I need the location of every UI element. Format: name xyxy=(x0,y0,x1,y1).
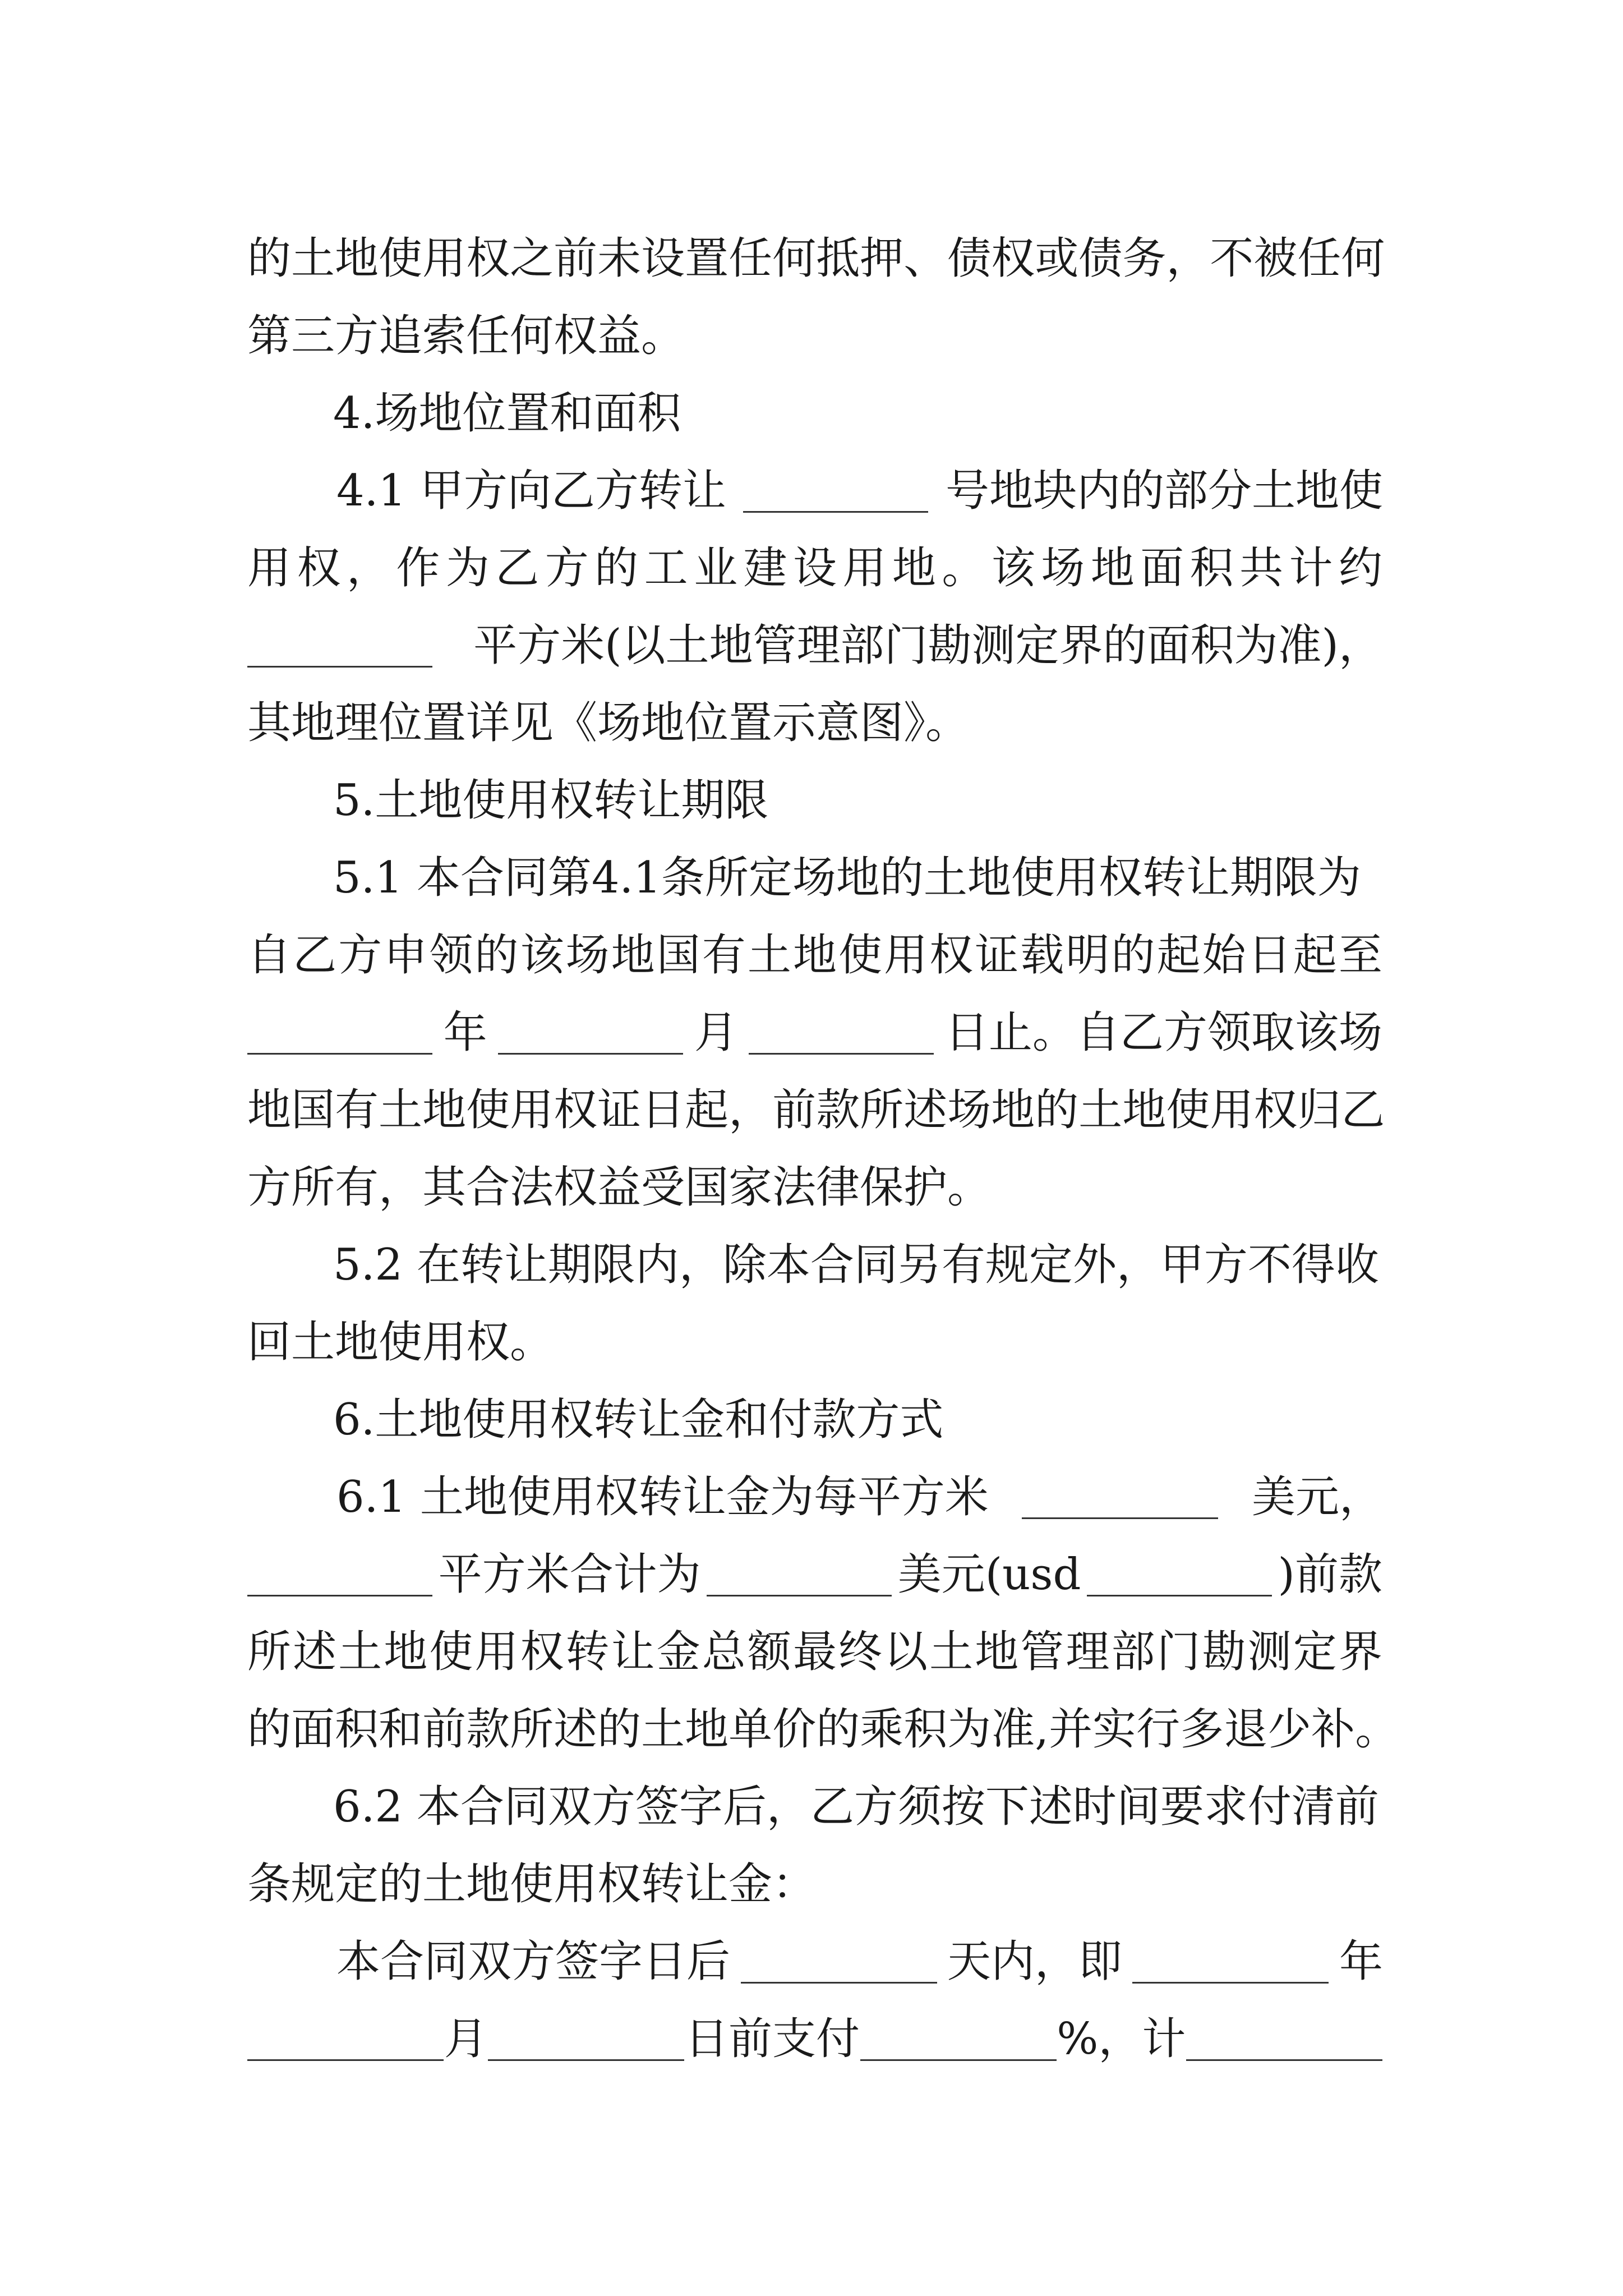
char: 并 xyxy=(1049,1704,1093,1755)
char: 载 xyxy=(1020,930,1064,981)
char: 场 xyxy=(1041,543,1085,593)
text-line xyxy=(247,899,1382,981)
char: 之 xyxy=(510,233,554,284)
char: 金 xyxy=(656,1627,700,1677)
char: 测 xyxy=(1247,1627,1292,1677)
char: 的 xyxy=(1035,1085,1079,1135)
char: 使 xyxy=(429,1627,473,1677)
section-heading-4 xyxy=(333,357,1468,439)
text-line xyxy=(247,1982,1382,2064)
char: 理 xyxy=(1066,1627,1110,1677)
char: , xyxy=(1035,1704,1049,1755)
char: 。 xyxy=(942,543,986,593)
paragraph-text: 其地理位置详见《场地位置示意图》。 xyxy=(247,698,970,748)
char: 乙 xyxy=(293,930,337,981)
paragraph-text: 日止。自乙方领取该场 xyxy=(944,1007,1382,1058)
char: 设 xyxy=(792,543,837,593)
char: 价 xyxy=(772,1704,817,1755)
text-line xyxy=(247,1828,1382,1910)
paragraph-text: 年 xyxy=(443,1007,487,1058)
char: 权 xyxy=(1253,1085,1298,1135)
paragraph-text: 5.2 在转让期限内，除本合同另有规定外，甲方不得收 xyxy=(333,1240,1379,1290)
text-line xyxy=(247,589,1382,671)
section-heading-5 xyxy=(333,744,1468,826)
text-line xyxy=(247,279,1382,361)
char: 面 xyxy=(291,1704,335,1755)
char: 多 xyxy=(1180,1704,1224,1755)
heading-text: 4.场地位置和面积 xyxy=(333,388,681,439)
char: 的 xyxy=(247,233,292,284)
char: 乘 xyxy=(860,1704,904,1755)
text-line xyxy=(247,1131,1382,1213)
char: 积 xyxy=(903,1704,948,1755)
paragraph-text: 月 xyxy=(444,2014,488,2064)
char: 自 xyxy=(247,930,292,981)
paragraph-text: 平方米(以土地管理部门勘测定界的面积为准)， xyxy=(473,620,1382,671)
text-line xyxy=(336,434,1383,516)
section-heading-6 xyxy=(333,1363,1468,1445)
char: 土 xyxy=(929,1627,974,1677)
char: ， xyxy=(728,1085,773,1135)
char: 作 xyxy=(396,543,440,593)
char: 押 xyxy=(860,233,904,284)
char: 证 xyxy=(597,1085,642,1135)
char: 土 xyxy=(747,930,791,981)
char: 积 xyxy=(1189,543,1234,593)
char: 乙 xyxy=(495,543,540,593)
char: 地 xyxy=(991,1085,1035,1135)
char: 何 xyxy=(1341,233,1385,284)
char: 管 xyxy=(1020,1627,1064,1677)
char: 的 xyxy=(594,543,639,593)
paragraph-text: 本合同双方签字日后 xyxy=(336,1936,731,1987)
char: 、 xyxy=(903,233,948,284)
char: 有 xyxy=(702,930,746,981)
paragraph-text: )前款 xyxy=(1278,1549,1382,1600)
text-line xyxy=(247,1286,1382,1368)
char: 前 xyxy=(422,1704,467,1755)
char: 何 xyxy=(772,233,817,284)
char: 起 xyxy=(685,1085,729,1135)
char: 前 xyxy=(772,1085,817,1135)
char: 任 xyxy=(728,233,773,284)
char: 述 xyxy=(554,1704,598,1755)
char: 为 xyxy=(445,543,490,593)
char: 权 xyxy=(297,543,341,593)
char: 地 xyxy=(975,1627,1019,1677)
char: 至 xyxy=(1338,930,1382,981)
char: 。 xyxy=(1355,1704,1399,1755)
text-line xyxy=(333,1208,1383,1290)
char: 任 xyxy=(1297,233,1341,284)
char: 权 xyxy=(466,233,510,284)
char: 乙 xyxy=(1341,1085,1385,1135)
char: 用 xyxy=(884,930,928,981)
paragraph-text: 月 xyxy=(694,1007,738,1058)
char: 土 xyxy=(338,1627,382,1677)
char: 计 xyxy=(1289,543,1333,593)
paragraph-text: 条规定的土地使用权转让金： xyxy=(247,1859,817,1910)
char: 地 xyxy=(1122,1085,1166,1135)
char: 款 xyxy=(466,1704,510,1755)
char: 该 xyxy=(991,543,1035,593)
char: 地 xyxy=(1090,543,1135,593)
char: 权 xyxy=(554,1085,598,1135)
char: 权 xyxy=(991,233,1035,284)
text-line xyxy=(247,1518,1382,1600)
char: 使 xyxy=(1166,1085,1210,1135)
char: 地 xyxy=(892,543,936,593)
char: 地 xyxy=(247,1085,292,1135)
paragraph-text: 年 xyxy=(1339,1936,1383,1987)
char: 权 xyxy=(520,1627,564,1677)
char: 以 xyxy=(884,1627,928,1677)
char: 有 xyxy=(335,1085,379,1135)
char: 转 xyxy=(565,1627,610,1677)
char: 场 xyxy=(565,930,610,981)
text-line xyxy=(247,1053,1385,1135)
fill-in-blank[interactable] xyxy=(488,2055,684,2061)
char: 债 xyxy=(1078,233,1123,284)
char: 权 xyxy=(929,930,974,981)
char: 的 xyxy=(474,930,519,981)
char: 归 xyxy=(1297,1085,1341,1135)
char: 单 xyxy=(728,1704,773,1755)
char: 门 xyxy=(1156,1627,1201,1677)
fill-in-blank[interactable] xyxy=(247,2055,444,2061)
char: 准 xyxy=(991,1704,1035,1755)
char: 土 xyxy=(641,1704,685,1755)
char: 地 xyxy=(422,1085,467,1135)
paragraph-text: 天内，即 xyxy=(947,1936,1122,1987)
char: 证 xyxy=(975,930,1019,981)
char: 地 xyxy=(685,1704,729,1755)
char: 款 xyxy=(816,1085,860,1135)
char: 起 xyxy=(1293,930,1337,981)
char: 使 xyxy=(838,930,883,981)
text-line xyxy=(247,202,1385,284)
fill-in-blank[interactable] xyxy=(1186,2055,1382,2061)
text-line xyxy=(247,1673,1399,1755)
paragraph-text: 4.1 甲方向乙方转让 xyxy=(336,466,726,516)
char: 抵 xyxy=(816,233,860,284)
char: 方 xyxy=(545,543,589,593)
char: 终 xyxy=(838,1627,883,1677)
char: 为 xyxy=(947,1704,992,1755)
char: 额 xyxy=(747,1627,791,1677)
text-line xyxy=(247,976,1382,1058)
char: 债 xyxy=(947,233,992,284)
char: 的 xyxy=(816,1704,860,1755)
paragraph-text: 平方米合计为 xyxy=(438,1549,701,1600)
char: 地 xyxy=(384,1627,428,1677)
text-line xyxy=(333,1750,1383,1832)
char: 场 xyxy=(947,1085,992,1135)
char: 所 xyxy=(510,1704,554,1755)
char: 未 xyxy=(597,233,642,284)
char: 业 xyxy=(694,543,738,593)
paragraph-text: 5.1 本合同第4.1条所定场地的土地使用权转让期限为 xyxy=(333,853,1361,903)
paragraph-text: 日前支付 xyxy=(684,2014,860,2064)
char: 领 xyxy=(429,930,473,981)
char: 总 xyxy=(702,1627,746,1677)
char: 实 xyxy=(1092,1704,1137,1755)
char: 设 xyxy=(641,233,685,284)
char: 地 xyxy=(792,930,837,981)
char: 界 xyxy=(1338,1627,1382,1677)
char: 使 xyxy=(466,1085,510,1135)
char: 共 xyxy=(1239,543,1284,593)
char: 申 xyxy=(384,930,428,981)
char: 让 xyxy=(611,1627,655,1677)
char: ， xyxy=(346,543,390,593)
paragraph-text: 6.2 本合同双方签字后，乙方须按下述时间要求付清前 xyxy=(333,1782,1379,1832)
char: 勘 xyxy=(1202,1627,1246,1677)
char: 方 xyxy=(338,930,382,981)
char: 述 xyxy=(293,1627,337,1677)
char: 所 xyxy=(860,1085,904,1135)
char: 日 xyxy=(641,1085,685,1135)
char: 日 xyxy=(1247,930,1292,981)
paragraph-text: 方所有，其合法权益受国家法律保护。 xyxy=(247,1162,992,1213)
char: 不 xyxy=(1210,233,1254,284)
char: 积 xyxy=(335,1704,379,1755)
char: 土 xyxy=(291,233,335,284)
char: 使 xyxy=(379,233,423,284)
text-line xyxy=(333,821,1383,903)
paragraph-text: 第三方追索任何权益。 xyxy=(247,311,685,361)
paragraph-text: 美元(usd xyxy=(897,1549,1081,1600)
char: 起 xyxy=(1156,930,1201,981)
char: 被 xyxy=(1253,233,1298,284)
text-line xyxy=(247,512,1382,593)
char: 所 xyxy=(247,1627,292,1677)
paragraph-text: 号地块内的部分土地使 xyxy=(945,466,1383,516)
paragraph-text: 6.1 土地使用权转让金为每平方米 xyxy=(336,1472,989,1522)
paragraph-text: 回土地使用权。 xyxy=(247,1317,554,1368)
char: 始 xyxy=(1202,930,1246,981)
char: 置 xyxy=(685,233,729,284)
char: 的 xyxy=(597,1704,642,1755)
char: 最 xyxy=(792,1627,837,1677)
char: 退 xyxy=(1224,1704,1268,1755)
char: 约 xyxy=(1338,543,1382,593)
char: 用 xyxy=(842,543,887,593)
char: 地 xyxy=(611,930,655,981)
char: 或 xyxy=(1035,233,1079,284)
char: 用 xyxy=(247,543,292,593)
char: 该 xyxy=(520,930,564,981)
char: 地 xyxy=(335,233,379,284)
char: 述 xyxy=(903,1085,948,1135)
char: ， xyxy=(1166,233,1210,284)
text-line xyxy=(247,666,1382,748)
char: 前 xyxy=(554,233,598,284)
char: 补 xyxy=(1311,1704,1355,1755)
char: 国 xyxy=(656,930,700,981)
heading-text: 6.土地使用权转让金和付款方式 xyxy=(333,1395,944,1445)
char: 务 xyxy=(1122,233,1166,284)
char: 用 xyxy=(510,1085,554,1135)
char: 建 xyxy=(743,543,787,593)
char: 的 xyxy=(247,1704,292,1755)
char: 国 xyxy=(291,1085,335,1135)
char: 定 xyxy=(1293,1627,1337,1677)
text-line xyxy=(336,1441,1383,1522)
char: 土 xyxy=(379,1085,423,1135)
char: 的 xyxy=(1111,930,1155,981)
char: 明 xyxy=(1066,930,1110,981)
paragraph-text: 美元， xyxy=(1251,1472,1383,1522)
char: 土 xyxy=(1078,1085,1123,1135)
text-line xyxy=(247,1595,1382,1677)
paragraph-text: %，计 xyxy=(1057,2014,1186,2064)
char: 用 xyxy=(422,233,467,284)
heading-text: 5.土地使用权转让期限 xyxy=(333,775,769,826)
char: 和 xyxy=(379,1704,423,1755)
char: 行 xyxy=(1136,1704,1181,1755)
char: 面 xyxy=(1140,543,1184,593)
char: 部 xyxy=(1111,1627,1155,1677)
char: 用 xyxy=(1210,1085,1254,1135)
char: 工 xyxy=(644,543,688,593)
text-line xyxy=(336,1905,1383,1987)
char: 用 xyxy=(474,1627,519,1677)
char: 少 xyxy=(1267,1704,1312,1755)
fill-in-blank[interactable] xyxy=(860,2055,1057,2061)
